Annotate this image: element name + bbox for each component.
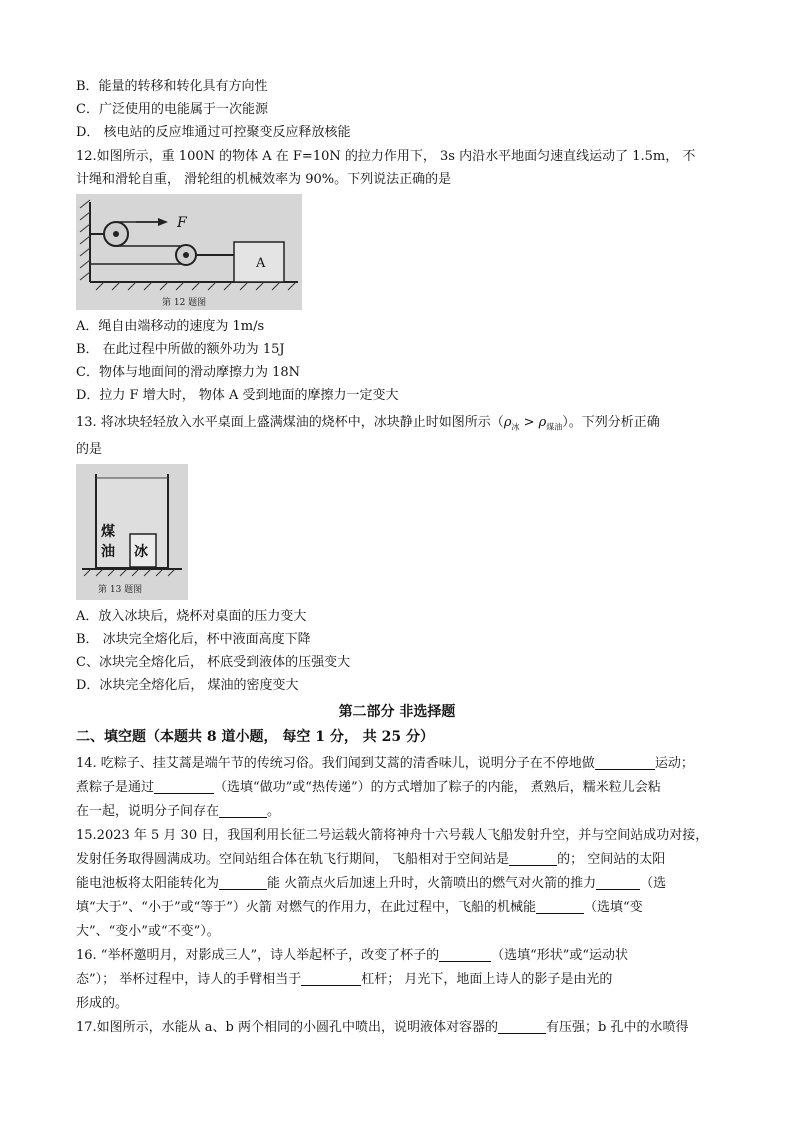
q17-text-2: 有压强；b 孔中的水喷得: [546, 1020, 689, 1035]
q14-line1: [76, 755, 734, 773]
greater-than: >: [519, 415, 539, 430]
q12-pulley-figure: [76, 194, 302, 310]
q11-option-c: C．广泛使用的电能属于一次能源: [76, 102, 268, 117]
answer-blank[interactable]: [301, 971, 361, 986]
q15-line3: [76, 875, 734, 893]
q11-option-d: D． 核电站的反应堆通过可控聚变反应释放核能: [76, 125, 351, 140]
q15-text-3: 能电池板将太阳能转化为: [76, 876, 220, 891]
beaker-diagram: [76, 464, 188, 600]
q14-line3: [76, 803, 734, 821]
q13-figure-caption: 第 13 题图: [98, 585, 143, 595]
q17-text-1: 17.如图所示，水能从 a、b 两个相同的小圆孔中喷出，说明液体对容器的: [76, 1020, 499, 1035]
q16-line1: [76, 947, 734, 965]
pulley-diagram: [76, 194, 302, 310]
q15-text-2: 的； 空间站的太阳: [557, 852, 666, 867]
q16-text-2: （选填“形状”或“运动状: [491, 948, 629, 963]
section-two-title: 第二部分 非选择题: [338, 704, 456, 720]
q14-text-6: 。: [267, 804, 281, 819]
q13-stem-part2: ）。下列分析正确: [562, 415, 660, 430]
q15-text-7: （选填“变: [584, 900, 643, 915]
rho-ice: ρ: [503, 415, 512, 430]
q13-beaker-figure: [76, 464, 188, 600]
answer-blank[interactable]: [498, 1019, 546, 1034]
q13-option-a: A．放入冰块后，烧杯对桌面的压力变大: [76, 609, 307, 624]
q15-text-6: 填“大于”、“小于”或“等于”）火箭 对燃气的作用力，在此过程中，飞船的机械能: [76, 900, 537, 915]
answer-blank[interactable]: [596, 875, 640, 890]
force-label: F: [177, 215, 187, 231]
kerosene-label-1: 煤: [101, 524, 115, 540]
q16-line3: 形成的。: [76, 996, 129, 1011]
answer-blank[interactable]: [219, 875, 267, 890]
q12-option-d: D．拉力 F 增大时， 物体 A 受到地面的摩擦力一定变大: [76, 388, 399, 403]
q12-stem-line2: 计绳和滑轮自重， 滑轮组的机械效率为 90%。下列说法正确的是: [76, 172, 452, 187]
kerosene-label-2: 油: [101, 544, 115, 560]
q15-line4: [76, 899, 734, 917]
q12-option-b: B． 在此过程中所做的额外功为 15J: [76, 342, 285, 357]
q13-stem-part1: 13. 将冰块轻轻放入水平桌面上盛满煤油的烧杯中，冰块静止时如图所示（: [76, 415, 504, 430]
q14-text-1: 14. 吃粽子、挂艾蒿是端午节的传统习俗。我们闻到艾蒿的清香味儿，说明分子在不停地做: [76, 756, 595, 771]
q11-option-b: B．能量的转移和转化具有方向性: [76, 79, 268, 94]
q14-text-5: 在一起，说明分子间存在: [76, 804, 220, 819]
q16-line2: [76, 971, 734, 989]
q13-option-b: B． 冰块完全熔化后，杯中液面高度下降: [76, 632, 311, 647]
q14-text-2: 运动；: [654, 756, 694, 771]
q12-option-c: C．物体与地面间的滑动摩擦力为 18N: [76, 365, 300, 380]
q12-option-a: A．绳自由端移动的速度为 1m/s: [76, 319, 265, 334]
q12-figure-caption: 第 12 题图: [162, 298, 207, 308]
q14-text-4: （选填“做功”或“热传递”）的方式增加了粽子的内能， 煮熟后，糯米粒儿会粘: [214, 780, 661, 795]
block-a-label: A: [256, 256, 266, 271]
q13-stem-line1: [76, 414, 734, 437]
q15-text-4: 能 火箭点火后加速上升时，火箭喷出的燃气对火箭的推力: [267, 876, 597, 891]
q16-text-4: 杠杆； 月光下，地面上诗人的影子是由光的: [361, 972, 613, 987]
q16-text-3: 态”）； 举杯过程中，诗人的手臂相当于: [76, 972, 302, 987]
answer-blank[interactable]: [219, 803, 267, 818]
answer-blank[interactable]: [536, 899, 584, 914]
q13-stem-line2: 的是: [76, 442, 103, 457]
rho-kerosene: ρ: [538, 415, 547, 430]
q15-line1: 15.2023 年 5 月 30 日，我国利用长征二号运载火箭将神舟十六号载人飞船发射升空，并与空间站成功对接，: [76, 828, 709, 843]
q17-line1: [76, 1019, 734, 1037]
q16-text-1: 16. “举杯邀明月，对影成三人”，诗人举起杯子，改变了杯子的: [76, 948, 440, 963]
q14-line2: [76, 779, 734, 797]
q15-line2: [76, 851, 734, 869]
q13-option-c: C、冰块完全熔化后， 杯底受到液体的压强变大: [76, 655, 351, 670]
answer-blank[interactable]: [439, 947, 491, 962]
q15-line5: 大”、“变小”或“不变”）。: [76, 924, 220, 939]
rho-ice-sub: 冰: [511, 422, 520, 432]
fill-in-blank-heading: 二、填空题（本题共 8 道小题， 每空 1 分， 共 25 分）: [76, 729, 434, 745]
q14-text-3: 煮粽子是通过: [76, 780, 155, 795]
rho-kerosene-sub: 煤油: [546, 422, 563, 432]
q12-stem-line1: 12.如图所示，重 100N 的物体 A 在 F=10N 的拉力作用下， 3s 内沿水平地面匀速直线运动了 1.5m， 不: [76, 149, 696, 164]
ice-label: 冰: [134, 544, 148, 560]
answer-blank[interactable]: [154, 779, 214, 794]
q15-text-5: （选: [640, 876, 667, 891]
q13-option-d: D．冰块完全熔化后， 煤油的密度变大: [76, 678, 299, 693]
answer-blank[interactable]: [509, 851, 557, 866]
answer-blank[interactable]: [595, 755, 655, 770]
q15-text-1: 发射任务取得圆满成功。空间站组合体在轨飞行期间， 飞船相对于空间站是: [76, 852, 510, 867]
